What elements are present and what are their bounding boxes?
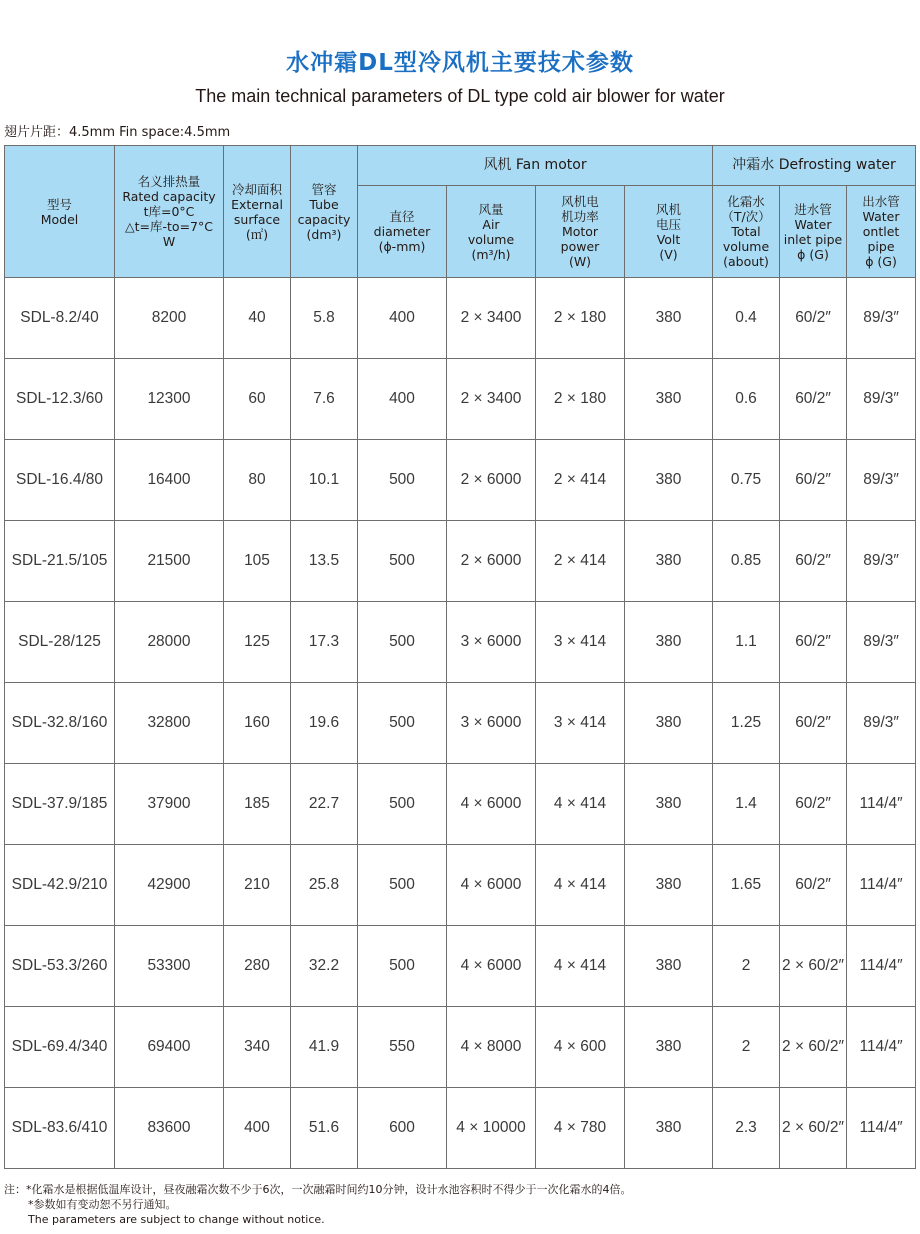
cell-air-volume: 2 × 3400: [447, 359, 536, 440]
cell-diameter: 600: [358, 1088, 447, 1169]
cell-motor-power: 4 × 414: [536, 926, 625, 1007]
cell-motor-power: 4 × 414: [536, 764, 625, 845]
cell-inlet-pipe: 60/2″: [780, 845, 847, 926]
cell-model: SDL-53.3/260: [5, 926, 115, 1007]
cell-model: SDL-37.9/185: [5, 764, 115, 845]
cell-motor-power: 4 × 414: [536, 845, 625, 926]
cell-model: SDL-28/125: [5, 602, 115, 683]
cell-outlet-pipe: 89/3″: [847, 683, 916, 764]
cell-air-volume: 3 × 6000: [447, 602, 536, 683]
cell-volt: 380: [625, 1088, 713, 1169]
cell-surface: 280: [224, 926, 291, 1007]
cell-tube: 41.9: [291, 1007, 358, 1088]
cell-diameter: 400: [358, 278, 447, 359]
cell-surface: 40: [224, 278, 291, 359]
cell-inlet-pipe: 60/2″: [780, 764, 847, 845]
cell-capacity: 37900: [115, 764, 224, 845]
cell-air-volume: 2 × 6000: [447, 440, 536, 521]
cell-total-volume: 2: [713, 1007, 780, 1088]
cell-capacity: 69400: [115, 1007, 224, 1088]
cell-total-volume: 1.65: [713, 845, 780, 926]
cell-inlet-pipe: 2 × 60/2″: [780, 1088, 847, 1169]
cell-diameter: 500: [358, 926, 447, 1007]
cell-tube: 22.7: [291, 764, 358, 845]
cell-motor-power: 3 × 414: [536, 683, 625, 764]
cell-diameter: 500: [358, 602, 447, 683]
cell-motor-power: 4 × 780: [536, 1088, 625, 1169]
cell-outlet-pipe: 89/3″: [847, 278, 916, 359]
cell-capacity: 42900: [115, 845, 224, 926]
cell-total-volume: 0.4: [713, 278, 780, 359]
cell-volt: 380: [625, 359, 713, 440]
table-row: [5, 521, 916, 602]
cell-air-volume: 4 × 8000: [447, 1007, 536, 1088]
cell-outlet-pipe: 114/4″: [847, 764, 916, 845]
cell-volt: 380: [625, 1007, 713, 1088]
cell-total-volume: 2: [713, 926, 780, 1007]
table-row: [5, 359, 916, 440]
cell-inlet-pipe: 60/2″: [780, 602, 847, 683]
cell-volt: 380: [625, 521, 713, 602]
cell-outlet-pipe: 114/4″: [847, 1007, 916, 1088]
cell-capacity: 83600: [115, 1088, 224, 1169]
cell-inlet-pipe: 60/2″: [780, 521, 847, 602]
header-fan-group: 风机 Fan motor: [358, 146, 713, 186]
cell-diameter: 500: [358, 440, 447, 521]
cell-tube: 25.8: [291, 845, 358, 926]
cell-tube: 7.6: [291, 359, 358, 440]
cell-outlet-pipe: 114/4″: [847, 1088, 916, 1169]
cell-outlet-pipe: 89/3″: [847, 440, 916, 521]
cell-diameter: 400: [358, 359, 447, 440]
cell-surface: 160: [224, 683, 291, 764]
cell-diameter: 550: [358, 1007, 447, 1088]
cell-volt: 380: [625, 440, 713, 521]
fin-space-label: 翅片片距：4.5mm Fin space:4.5mm: [4, 125, 231, 140]
cell-air-volume: 3 × 6000: [447, 683, 536, 764]
cell-volt: 380: [625, 683, 713, 764]
cell-model: SDL-16.4/80: [5, 440, 115, 521]
header-diameter: 直径 diameter (ϕ-mm): [358, 186, 447, 278]
page-title: 水冲霜DL型冷风机主要技术参数: [286, 50, 634, 76]
page-subtitle: The main technical parameters of DL type cold air blower for water: [195, 86, 725, 106]
table-row: [5, 926, 916, 1007]
cell-outlet-pipe: 114/4″: [847, 845, 916, 926]
cell-diameter: 500: [358, 764, 447, 845]
cell-volt: 380: [625, 278, 713, 359]
cell-surface: 210: [224, 845, 291, 926]
cell-diameter: 500: [358, 521, 447, 602]
cell-capacity: 21500: [115, 521, 224, 602]
cell-air-volume: 4 × 6000: [447, 845, 536, 926]
spec-table: [4, 145, 916, 1169]
cell-surface: 340: [224, 1007, 291, 1088]
cell-surface: 400: [224, 1088, 291, 1169]
header-outlet-pipe: 出水管 Water ontlet pipe ϕ (G): [847, 186, 916, 278]
cell-model: SDL-42.9/210: [5, 845, 115, 926]
cell-outlet-pipe: 89/3″: [847, 521, 916, 602]
cell-motor-power: 3 × 414: [536, 602, 625, 683]
cell-model: SDL-32.8/160: [5, 683, 115, 764]
cell-tube: 13.5: [291, 521, 358, 602]
cell-air-volume: 4 × 10000: [447, 1088, 536, 1169]
cell-air-volume: 2 × 3400: [447, 278, 536, 359]
cell-outlet-pipe: 114/4″: [847, 926, 916, 1007]
table-row: [5, 278, 916, 359]
cell-model: SDL-69.4/340: [5, 1007, 115, 1088]
cell-outlet-pipe: 89/3″: [847, 602, 916, 683]
table-row: [5, 1088, 916, 1169]
cell-tube: 19.6: [291, 683, 358, 764]
cell-volt: 380: [625, 845, 713, 926]
table-row: [5, 764, 916, 845]
header-defrost-group: 冲霜水 Defrosting water: [713, 146, 916, 186]
cell-model: SDL-8.2/40: [5, 278, 115, 359]
cell-capacity: 28000: [115, 602, 224, 683]
cell-volt: 380: [625, 926, 713, 1007]
table-row: [5, 1007, 916, 1088]
header-inlet-pipe: 进水管 Water inlet pipe ϕ (G): [780, 186, 847, 278]
cell-inlet-pipe: 60/2″: [780, 359, 847, 440]
cell-motor-power: 4 × 600: [536, 1007, 625, 1088]
cell-surface: 105: [224, 521, 291, 602]
header-model: 型号 Model: [5, 146, 115, 278]
cell-capacity: 16400: [115, 440, 224, 521]
table-row: [5, 602, 916, 683]
cell-motor-power: 2 × 180: [536, 278, 625, 359]
cell-motor-power: 2 × 414: [536, 440, 625, 521]
cell-surface: 60: [224, 359, 291, 440]
cell-motor-power: 2 × 414: [536, 521, 625, 602]
cell-volt: 380: [625, 602, 713, 683]
cell-inlet-pipe: 2 × 60/2″: [780, 926, 847, 1007]
cell-surface: 80: [224, 440, 291, 521]
cell-motor-power: 2 × 180: [536, 359, 625, 440]
table-row: [5, 845, 916, 926]
cell-tube: 5.8: [291, 278, 358, 359]
cell-tube: 10.1: [291, 440, 358, 521]
cell-tube: 17.3: [291, 602, 358, 683]
cell-total-volume: 1.4: [713, 764, 780, 845]
cell-surface: 185: [224, 764, 291, 845]
cell-air-volume: 4 × 6000: [447, 764, 536, 845]
cell-volt: 380: [625, 764, 713, 845]
header-capacity: 名义排热量 Rated capacity t库=0°C △t=库-to=7°C W: [115, 146, 224, 278]
cell-outlet-pipe: 89/3″: [847, 359, 916, 440]
cell-inlet-pipe: 60/2″: [780, 683, 847, 764]
cell-inlet-pipe: 60/2″: [780, 278, 847, 359]
note-line-2: *参数如有变动恕不另行通知。: [28, 1198, 177, 1211]
cell-inlet-pipe: 2 × 60/2″: [780, 1007, 847, 1088]
cell-diameter: 500: [358, 683, 447, 764]
cell-total-volume: 0.6: [713, 359, 780, 440]
header-total-volume: 化霜水 （T/次） Total volume (about): [713, 186, 780, 278]
header-volt: 风机 电压 Volt (V): [625, 186, 713, 278]
cell-air-volume: 2 × 6000: [447, 521, 536, 602]
header-motor-power: 风机电 机功率 Motor power (W): [536, 186, 625, 278]
cell-total-volume: 0.75: [713, 440, 780, 521]
table-row: [5, 440, 916, 521]
header-tube: 管容 Tube capacity (dm³): [291, 146, 358, 278]
note-line-1: 注：*化霜水是根据低温库设计，昼夜融霜次数不少于6次，一次融霜时间约10分钟，设计水池容积时不得少于一次化霜水的4倍。: [4, 1183, 632, 1196]
cell-capacity: 8200: [115, 278, 224, 359]
header-surface: 冷却面积 External surface (㎡): [224, 146, 291, 278]
cell-air-volume: 4 × 6000: [447, 926, 536, 1007]
cell-capacity: 12300: [115, 359, 224, 440]
cell-tube: 32.2: [291, 926, 358, 1007]
cell-capacity: 53300: [115, 926, 224, 1007]
cell-model: SDL-12.3/60: [5, 359, 115, 440]
table-row: [5, 683, 916, 764]
cell-diameter: 500: [358, 845, 447, 926]
cell-inlet-pipe: 60/2″: [780, 440, 847, 521]
cell-total-volume: 1.25: [713, 683, 780, 764]
cell-total-volume: 1.1: [713, 602, 780, 683]
cell-capacity: 32800: [115, 683, 224, 764]
cell-surface: 125: [224, 602, 291, 683]
note-line-3: The parameters are subject to change without notice.: [28, 1213, 325, 1226]
cell-model: SDL-83.6/410: [5, 1088, 115, 1169]
header-air-volume: 风量 Air volume (m³/h): [447, 186, 536, 278]
cell-model: SDL-21.5/105: [5, 521, 115, 602]
cell-tube: 51.6: [291, 1088, 358, 1169]
cell-total-volume: 2.3: [713, 1088, 780, 1169]
cell-total-volume: 0.85: [713, 521, 780, 602]
